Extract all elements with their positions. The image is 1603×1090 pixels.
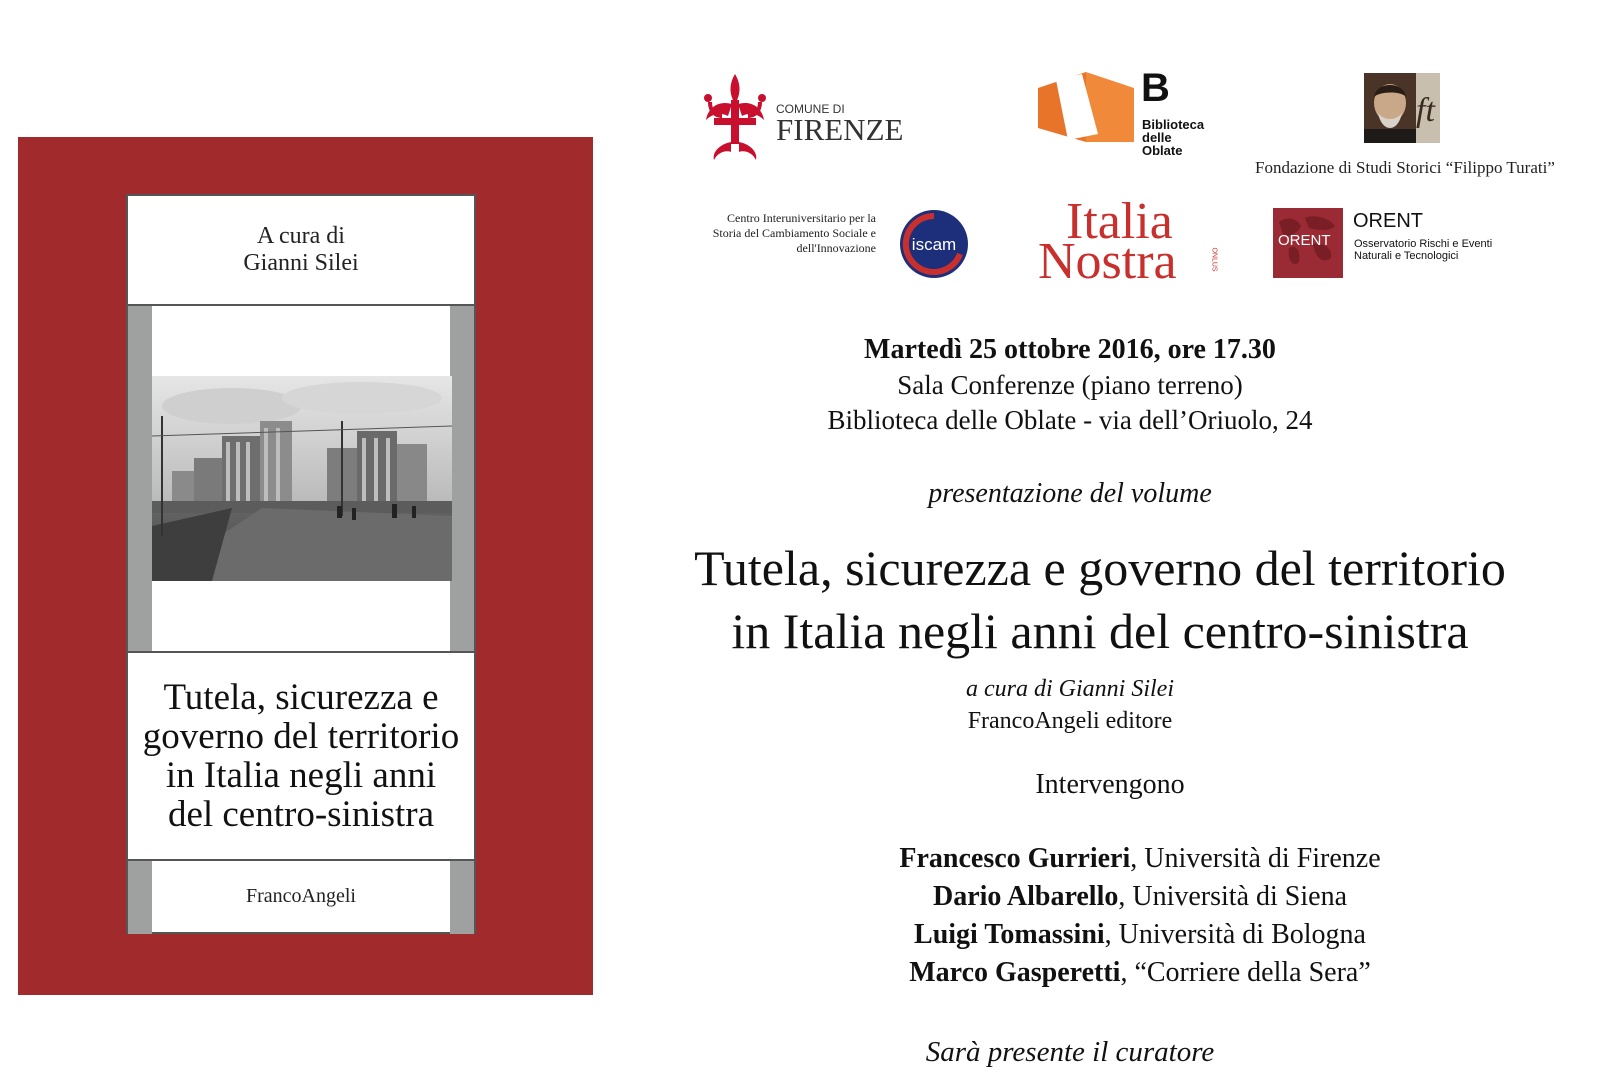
speaker-row xyxy=(700,957,1580,989)
speaker-row xyxy=(700,881,1580,913)
cover-panel xyxy=(126,194,476,934)
event-date: Martedì 25 ottobre 2016, ore 17.30 xyxy=(864,334,1276,365)
housing-blocks-photo xyxy=(152,376,452,581)
oblate-logo-line1: Biblioteca xyxy=(1142,117,1205,132)
speaker-affiliation: , “Corriere della Sera” xyxy=(1120,957,1371,988)
cover-curated-by: A cura di xyxy=(257,223,345,249)
speaker-affiliation: , Università di Bologna xyxy=(1104,919,1366,950)
ciscam-circle-icon xyxy=(898,208,970,280)
orent-box-text: ORENT xyxy=(1278,232,1331,249)
speaker-row xyxy=(700,843,1580,875)
orent-desc-line2: Naturali e Tecnologici xyxy=(1354,250,1459,262)
turati-portrait-image xyxy=(1364,73,1440,143)
cover-title-line: in Italia negli anni xyxy=(165,755,437,796)
volume-editor: FrancoAngeli editore xyxy=(967,708,1173,734)
firenze-logo-line2: FIRENZE xyxy=(776,112,904,147)
cover-curator-block xyxy=(128,196,474,306)
turati-monogram: ft xyxy=(1416,92,1435,129)
orent-box xyxy=(1273,208,1343,278)
ciscam-line: Storia del Cambiamento Sociale e xyxy=(712,226,876,240)
orent-logo xyxy=(1273,208,1513,280)
cover-title-line: governo del territorio xyxy=(142,716,460,757)
orent-name: ORENT xyxy=(1353,210,1423,232)
italia-nostra-line2: Nostra xyxy=(1038,233,1177,290)
speaker-name: Luigi Tomassini xyxy=(914,919,1105,950)
cover-publisher-section xyxy=(128,861,474,934)
ciscam-line: dell'Innovazione xyxy=(796,241,876,255)
orent-desc-line1: Osservatorio Rischi e Eventi xyxy=(1354,238,1493,250)
italia-nostra-line1: Italia xyxy=(1066,193,1173,250)
cover-side-bar xyxy=(128,306,152,651)
cover-photo xyxy=(152,376,452,581)
oblate-logo-letter: B xyxy=(1141,66,1170,110)
cover-image-section xyxy=(128,306,474,651)
speaker-name: Dario Albarello xyxy=(933,881,1119,912)
speakers-heading: Intervengono xyxy=(1035,769,1185,800)
cover-side-bar xyxy=(450,306,474,651)
biblioteca-oblate-logo xyxy=(1038,66,1213,160)
volume-title-line1: Tutela, sicurezza e governo del territorio xyxy=(694,540,1506,596)
orent-description xyxy=(1354,238,1524,262)
cover-curator-name: Gianni Silei xyxy=(243,250,359,276)
speaker-affiliation: , Università di Siena xyxy=(1118,881,1347,912)
volume-title-line2: in Italia negli anni del centro-sinistra xyxy=(731,603,1469,659)
firenze-logo-line1: COMUNE DI xyxy=(776,102,845,116)
florence-lily-icon xyxy=(700,70,770,162)
speaker-row xyxy=(700,919,1580,951)
ciscam-mark: iscam xyxy=(911,235,957,254)
curator-present-note: Sarà presente il curatore xyxy=(925,1036,1215,1068)
event-address: Biblioteca delle Oblate - via dell’Oriuolo, 24 xyxy=(827,405,1313,435)
cover-title xyxy=(128,651,474,861)
ciscam-description xyxy=(680,211,876,256)
cover-title-line: Tutela, sicurezza e xyxy=(163,677,439,718)
cover-publisher: FrancoAngeli xyxy=(246,885,356,907)
oblate-logo-line2: delle Oblate xyxy=(1142,130,1183,158)
ciscam-line: Centro Interuniversitario per la xyxy=(727,211,876,225)
comune-di-firenze-logo xyxy=(700,70,910,165)
event-hall: Sala Conferenze (piano terreno) xyxy=(897,370,1243,400)
speaker-affiliation: , Università di Firenze xyxy=(1130,843,1381,874)
italia-nostra-logo xyxy=(1038,193,1218,291)
speaker-name: Marco Gasperetti xyxy=(909,957,1121,988)
book-cover xyxy=(18,137,593,995)
turati-foundation-name: Fondazione di Studi Storici “Filippo Turati” xyxy=(1255,158,1555,177)
ciscam-logo xyxy=(898,208,970,280)
turati-portrait xyxy=(1364,73,1440,143)
speaker-name: Francesco Gurrieri xyxy=(899,843,1131,874)
volume-curator: a cura di Gianni Silei xyxy=(966,676,1174,702)
cover-title-line: del centro-sinistra xyxy=(167,794,435,835)
italia-nostra-tag: ONLUS xyxy=(1210,247,1218,272)
presentation-label: presentazione del volume xyxy=(928,478,1212,509)
oblate-book-icon xyxy=(1038,70,1138,150)
oblate-logo-text xyxy=(1142,118,1213,157)
